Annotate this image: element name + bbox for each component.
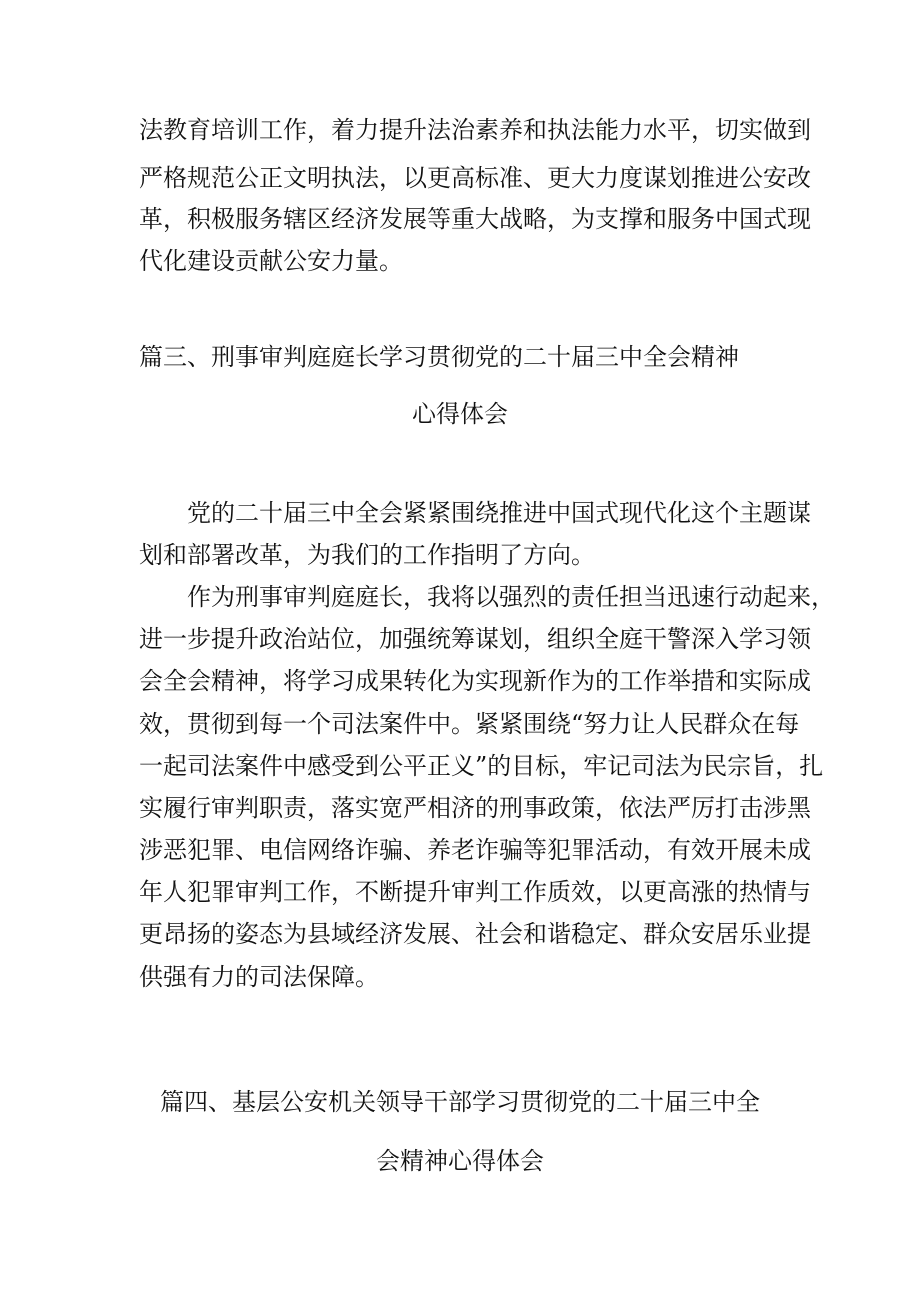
body-line: 党的二十届三中全会紧紧围绕推进中国式现代化这个主题谋	[187, 499, 811, 527]
body-line: 年人犯罪审判工作，不断提升审判工作质效，以更高涨的热情与	[139, 878, 811, 906]
body-line: 革，积极服务辖区经济发展等重大战略，为支撑和服务中国式现	[139, 205, 811, 233]
body-line: 效，贯彻到每一个司法案件中。紧紧围绕“努力让人民群众在每	[139, 710, 800, 738]
section-4-title-line-1: 篇四、基层公安机关领导干部学习贯彻党的二十届三中全	[160, 1088, 760, 1116]
body-line: 划和部署改革，为我们的工作指明了方向。	[139, 541, 595, 569]
body-line: 一起司法案件中感受到公平正义”的目标，牢记司法为民宗旨，扎	[139, 752, 824, 780]
body-line: 代化建设贡献公安力量。	[139, 247, 403, 275]
section-3-title-line-2: 心得体会	[412, 400, 508, 428]
body-line: 涉恶犯罪、电信网络诈骗、养老诈骗等犯罪活动，有效开展未成	[139, 836, 811, 864]
body-line: 更昂扬的姿态为县域经济发展、社会和谐稳定、群众安居乐业提	[139, 920, 811, 948]
body-line: 法教育培训工作，着力提升法治素养和执法能力水平，切实做到	[139, 116, 811, 144]
section-3-title-line-1: 篇三、刑事审判庭庭长学习贯彻党的二十届三中全会精神	[139, 343, 739, 371]
body-line: 实履行审判职责，落实宽严相济的刑事政策，依法严厉打击涉黑	[139, 794, 811, 822]
body-line: 严格规范公正文明执法，以更高标准、更大力度谋划推进公安改	[139, 164, 811, 192]
body-line: 供强有力的司法保障。	[139, 963, 379, 991]
body-line: 进一步提升政治站位，加强统筹谋划，组织全庭干警深入学习领	[139, 625, 811, 653]
section-4-title-line-2: 会精神心得体会	[376, 1147, 544, 1175]
body-line: 作为刑事审判庭庭长，我将以强烈的责任担当迅速行动起来，	[187, 583, 835, 611]
body-line: 会全会精神，将学习成果转化为实现新作为的工作举措和实际成	[139, 667, 811, 695]
